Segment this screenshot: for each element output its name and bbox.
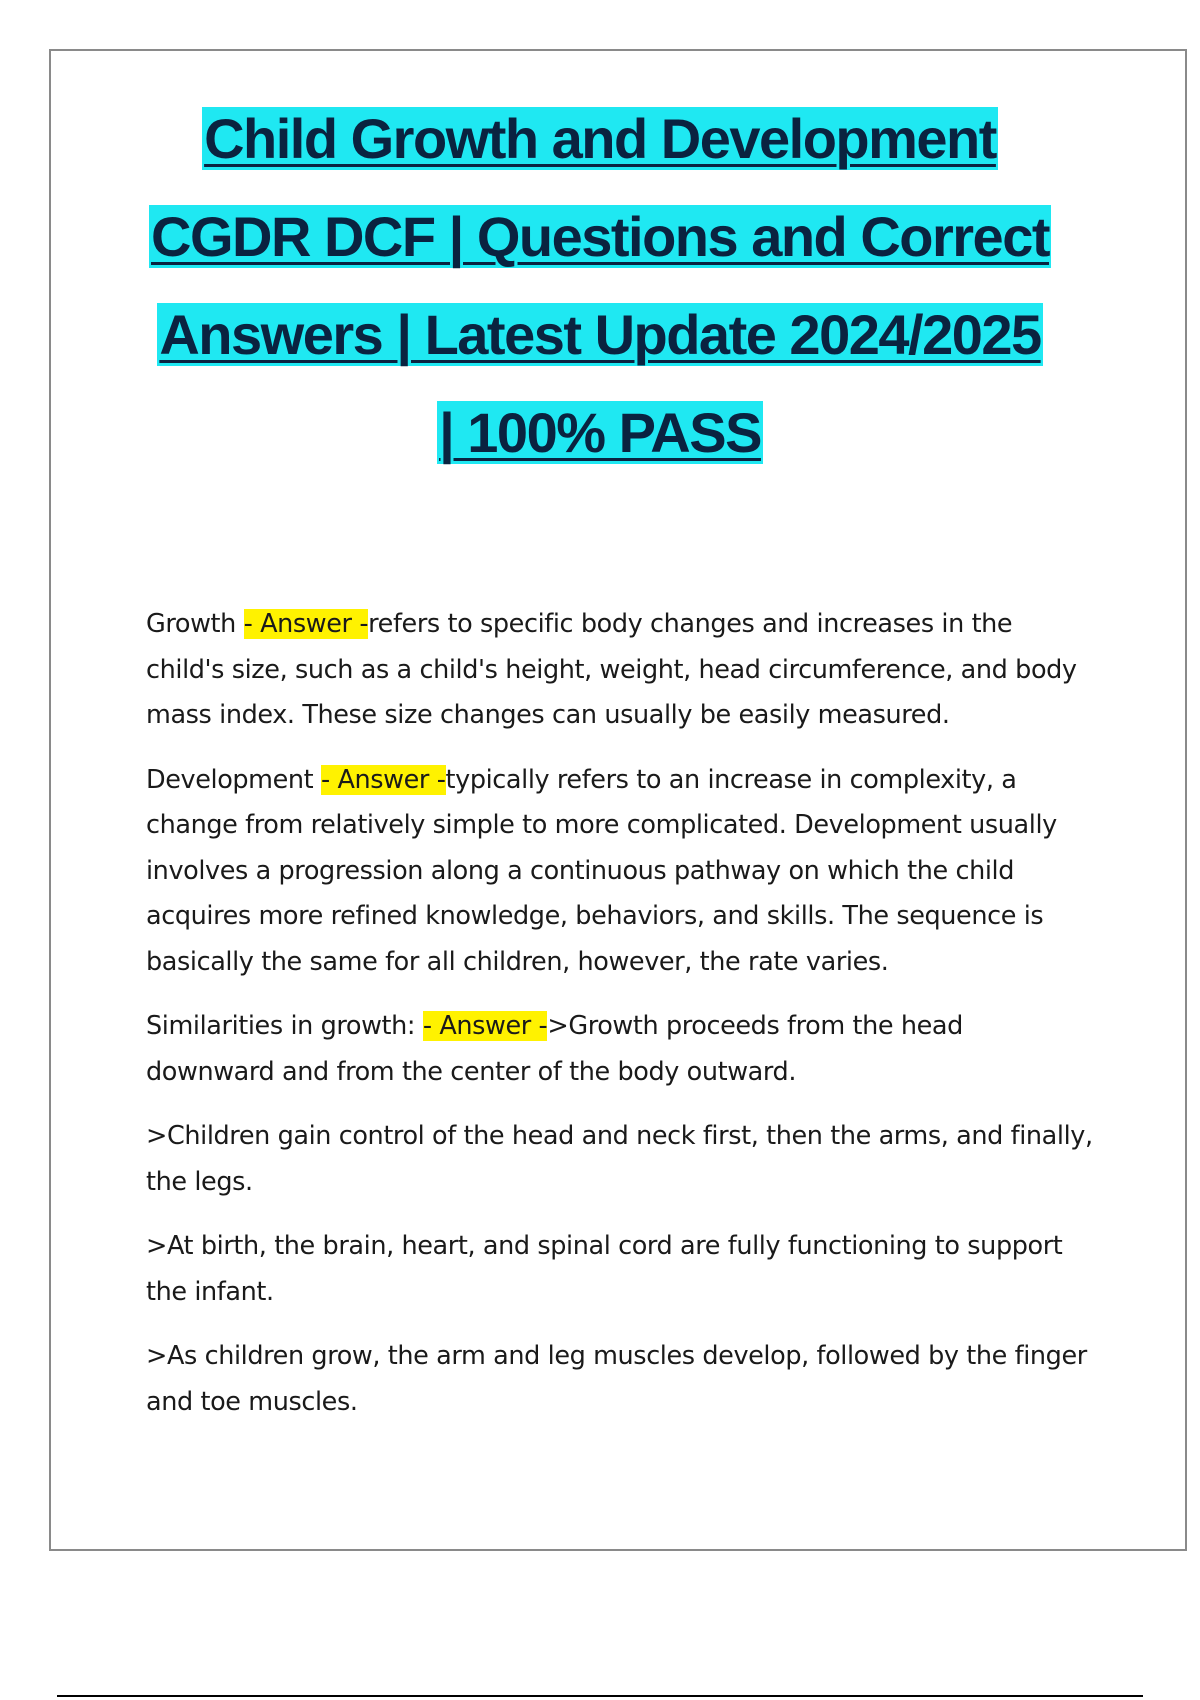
answer-text: >Growth proceeds from the head downward and from the center of the body outward. — [146, 1011, 963, 1087]
answer-marker: - Answer - — [243, 609, 369, 639]
title-line: | 100% PASS — [439, 401, 761, 464]
body-paragraph: >At birth, the brain, heart, and spinal cord are fully functioning to support the infant. — [146, 1231, 1063, 1307]
answer-text: refers to specific body changes and increases in the child's size, such as a child's height, weight, head circumference, and body mass index. These size changes can usually be easily measured. — [146, 609, 1077, 730]
title-line: Child Growth and Development — [204, 107, 996, 170]
body-paragraph: >Children gain control of the head and neck first, then the arms, and finally, the legs. — [146, 1121, 1093, 1197]
answer-marker: - Answer - — [422, 1011, 548, 1041]
title-line: Answers | Latest Update 2024/2025 — [159, 303, 1041, 366]
question-term: Similarities in growth: — [146, 1011, 423, 1041]
qa-entry-growth — [146, 602, 1096, 739]
qa-entry-similarities — [146, 1004, 1096, 1095]
qa-entry-development — [146, 758, 1096, 986]
document-title — [60, 90, 1140, 482]
page-bottom-rule — [57, 1695, 1143, 1697]
answer-marker: - Answer - — [320, 764, 446, 795]
document-body — [146, 602, 1096, 1444]
question-term: Development — [146, 764, 321, 795]
body-paragraph: >As children grow, the arm and leg muscles develop, followed by the finger and toe muscles. — [146, 1341, 1087, 1417]
title-line: CGDR DCF | Questions and Correct — [151, 205, 1049, 268]
question-term: Growth — [146, 609, 244, 639]
answer-text: typically refers to an increase in complexity, a change from relatively simple to more complicated. Development usually involves a progression along a continuous pathway on which the child acquires more refined knowledge, behaviors, and skills. The sequence is basically the same for all children, however, the rate varies. — [146, 764, 1057, 977]
